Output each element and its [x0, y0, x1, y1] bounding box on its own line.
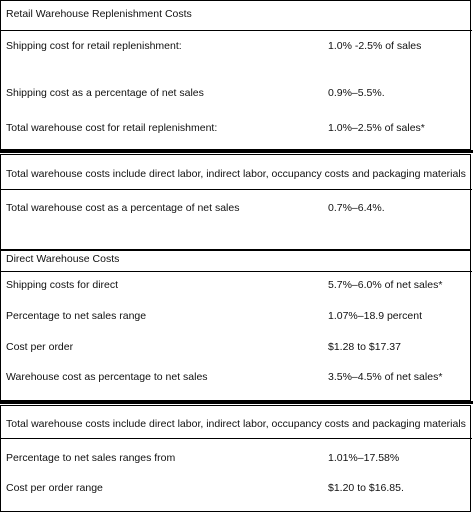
header-rule — [1, 438, 472, 439]
row-value: 1.07%–18.9 percent — [328, 310, 422, 322]
section-divider — [0, 150, 473, 153]
header-rule — [1, 271, 472, 272]
row-label: Percentage to net sales range — [6, 310, 147, 322]
section-title: Direct Warehouse Costs — [6, 253, 120, 265]
row-value: 0.7%–6.4%. — [328, 202, 385, 214]
row-label: Total warehouse cost as a percentage of net sales — [6, 202, 240, 214]
row-label: Warehouse cost as percentage to net sales — [6, 371, 208, 383]
row-label: Total warehouse cost for retail replenishment: — [6, 122, 218, 134]
row-label: Cost per order — [6, 341, 74, 353]
header-rule — [1, 30, 472, 31]
row-value: 0.9%–5.5%. — [328, 87, 385, 99]
row-label: Shipping cost for retail replenishment: — [6, 40, 182, 52]
row-value: 1.0%–2.5% of sales* — [328, 122, 425, 134]
row-label: Shipping costs for direct — [6, 279, 119, 291]
row-label: Shipping cost as a percentage of net sales — [6, 87, 204, 99]
row-value: 1.01%–17.58% — [328, 452, 400, 464]
row-value: $1.28 to $17.37 — [328, 341, 401, 353]
section-title: Retail Warehouse Replenishment Costs — [6, 8, 192, 20]
section-divider — [0, 401, 473, 404]
section-note: Total warehouse costs include direct labor, indirect labor, occupancy costs and packaging materials — [6, 418, 466, 430]
row-label: Percentage to net sales ranges from — [6, 452, 176, 464]
section-note: Total warehouse costs include direct labor, indirect labor, occupancy costs and packaging materials — [6, 168, 466, 180]
row-value: 5.7%–6.0% of net sales* — [328, 279, 443, 291]
row-label: Cost per order range — [6, 482, 103, 494]
header-rule — [1, 189, 472, 190]
row-value: 3.5%–4.5% of net sales* — [328, 371, 443, 383]
row-value: $1.20 to $16.85. — [328, 482, 404, 494]
row-value: 1.0% -2.5% of sales — [328, 40, 422, 52]
